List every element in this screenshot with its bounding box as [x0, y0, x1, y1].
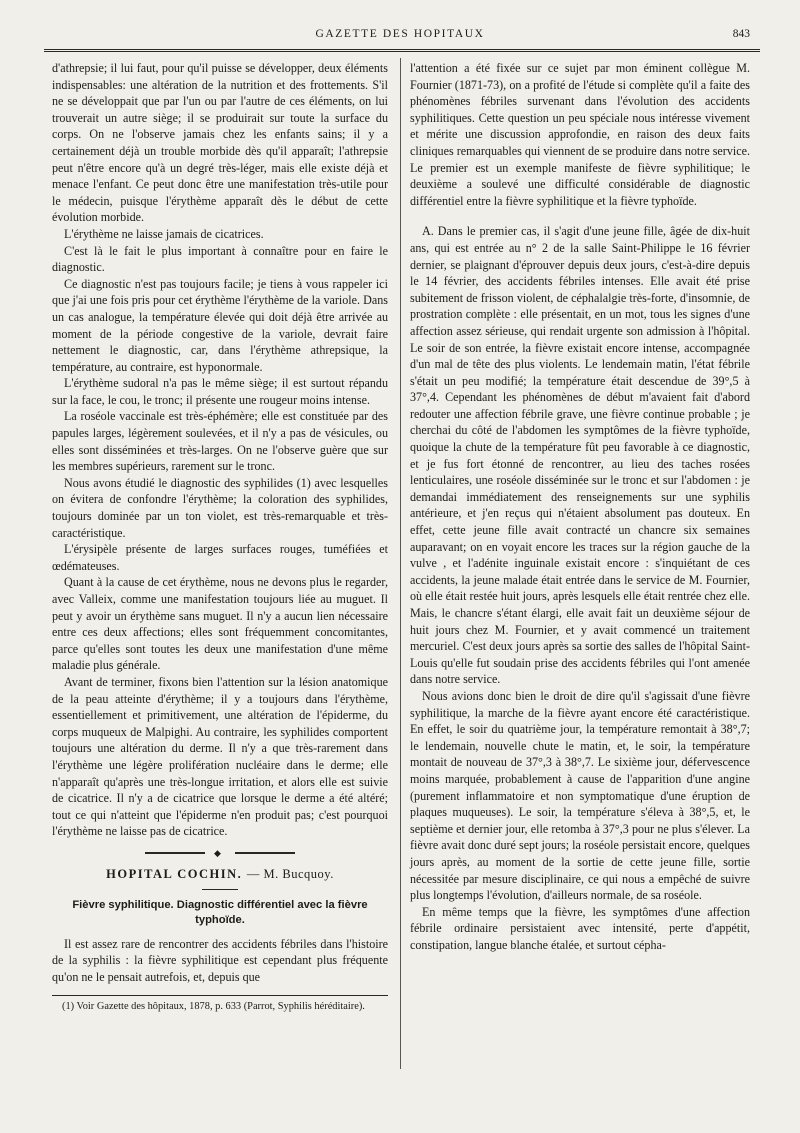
- lecture-author: — M. Bucquoy.: [246, 866, 334, 881]
- paragraph: l'attention a été fixée sur ce sujet par mon éminent collègue M. Fournier (1871-73), on a profité de l'étude si complète qu'il a faite des phénomènes fébriles survenant dans l'évolution des accidents syphilitiques. Cette question un peu spéciale nous intéresse vivement et mérite une discussion approfondie, en raison des deux faits cliniques remarquables qui viennent de se produire dans notre service. Le premier est un exemple manifeste de fièvre syphilitique; le deuxième a soulevé une difficulté considérable de diagnostic différentiel entre la fièvre syphilitique et la fièvre typhoïde.: [410, 61, 750, 208]
- paragraph: L'érythème ne laisse jamais de cicatrices.: [64, 226, 264, 241]
- header-rule: [44, 49, 760, 52]
- article-subtitle: Fièvre syphilitique. Diagnostic différentiel avec la fièvre typhoïde.: [72, 898, 368, 926]
- paragraph: Nous avions donc bien le droit de dire qu'il s'agissait d'une fièvre syphilitique, la marche de la fièvre ayant encore été caractéristique. En effet, le soir du quatrième jour, la température remontait à 38°,7; le lendemain, nouvelle chute le matin, et, le soir, la température montait de nouveau de 37°,3 à 38°,7. Le sixième jour, défervescence moins marquée, probablement à cause de l'apparition d'une angine (purement inflammatoire et non symptomatique d'une éruption de plaques muqueuses). Le soir, la température s'éleva à 38°,5, et, le septième et dernier jour, elle retomba à 37°,3 pour ne plus s'élever. La fièvre avait donc duré sept jours; la roséole persistait encore, quelques jours après, au moment de la sortie de cette jeune fille, sortie nécessitée par mesure disciplinaire, ce qui nous a empêché de suivre plus longtemps l'évolution, d'ailleurs normale, de sa roséole.: [410, 688, 750, 903]
- column-divider: [400, 58, 401, 1069]
- paragraph: Ce diagnostic n'est pas toujours facile; je tiens à vous rappeler ici que j'ai une fois pris pour cet érythème l'érythème de la variole. Dans un cas analogue, la température élevée qui doit déjà être arrivée au moment de la période congestive de la variole, devrait faire nettement le diagnostic, car, dans l'érythème athrepsique, la température, au contraire, est hyponormale.: [52, 276, 388, 374]
- hospital-name: HOPITAL COCHIN.: [106, 866, 243, 881]
- paragraph: L'érythème sudoral n'a pas le même siège; il est surtout répandu sur la face, le cou, le tronc; il présente une rougeur moins intense.: [52, 376, 388, 407]
- paragraph: Quant à la cause de cet érythème, nous ne devons plus le regarder, avec Valleix, comme une manifestation toujours liée au muguet. Il peut y avoir un érythème sans muguet. Il n'y a aucun lien nécessaire entre ces deux affections; elles sont fréquemment concomitantes, parce qu'elles sont toutes les deux une manifestation d'une même maladie plus générale.: [52, 575, 388, 673]
- footnote: (1) Voir Gazette des hôpitaux, 1878, p. 633 (Parrot, Syphilis héréditaire).: [62, 1001, 365, 1013]
- paragraph: L'érysipèle présente de larges surfaces rouges, tuméfiées et œdémateuses.: [52, 542, 388, 573]
- paragraph: Nous avons étudié le diagnostic des syphilides (1) avec lesquelles on évitera de confondre l'érythème; la coloration des syphilides, toujours dominée par un ton violet, est très-remarquable et très-caractéristique.: [52, 475, 388, 540]
- page-number: 843: [732, 28, 750, 40]
- running-head: [40, 28, 760, 48]
- paragraph: Il est assez rare de rencontrer des accidents fébriles dans l'histoire de la syphilis : la fièvre syphilitique est cependant plus fréquente qu'on ne le pensait autrefois, et, depuis que: [52, 936, 388, 984]
- journal-title: GAZETTE DES HOPITAUX: [315, 28, 485, 40]
- section-separator-ornament: ◆: [145, 848, 295, 858]
- paragraph: C'est là le fait le plus important à connaître pour en faire le diagnostic.: [52, 243, 388, 275]
- paragraph: A. Dans le premier cas, il s'agit d'une jeune fille, âgée de dix-huit ans, qui est entrée au n° 2 de la salle Saint-Philippe le 16 février dernier, se plaignant d'éprouver depuis deux jours, c'est-à-dire depuis le 14 février, des accidents fébriles intenses. Elle avait été prise subitement de frisson violent, de céphalalgie très-forte, d'insomnie, de prostration complète : elle présentait, en un mot, tous les signes d'une affection assez sérieuse, qui rendait urgente son admission à l'hôpital. Le soir de son entrée, la fièvre existait encore intense, accompagnée d'un mal de tête des plus violents. Le lendemain matin, l'état fébrile s'était un peu modifié; la température était descendue de 39°,5 à 37°,4. Cependant les phénomènes de début m'avaient fait d'abord redouter une affection fébrile grave, une fièvre continue probable ; je cherchai du côté de l'abdomen les symptômes de la fièvre typhoïde, quoique la chute de la température fût peu favorable à ce diagnostic, et je fus fort étonné de rencontrer, au lieu des taches rosées lenticulaires, une roséole disséminée sur le tronc et sur l'abdomen : je demandai immédiatement des renseignements sur une syphilis antérieure, et j'en reçus qui n'étaient absolument pas douteux. En effet, cette jeune fille avait contracté un chancre six semaines auparavant; on en voyait encore les traces sur la région gauche de la vulve , et l'adénite inguinale existait encore : s'inquiétant de ces accidents, la jeune malade était entrée dans le service de M. Fournier, où elle était restée huit jours, après lesquels elle était rentrée chez elle. Mais, le chancre s'étant élargi, elle avait fait un deuxième séjour de huit jours chez M. Fournier, et y avait commencé un traitement mercuriel. C'est deux jours après sa sortie des salles de l'hôpital Saint-Louis qu'elle fut soudain prise des accidents fébriles qui l'ont amenée dans notre service.: [410, 224, 750, 687]
- heading-rule: [202, 889, 238, 890]
- right-column: [410, 60, 750, 953]
- paragraph: La roséole vaccinale est très-éphémère; elle est constituée par des papules larges, légèrement soulevées, et il n'y a pas de vésicules, ou elles sont disséminées et très-larges. On ne l'observe guère que sur les membres supérieurs, rarement sur le tronc.: [52, 409, 388, 474]
- section-heading: [52, 866, 388, 883]
- footnote-rule: [52, 995, 388, 996]
- left-column: [52, 60, 388, 1014]
- paragraph: Avant de terminer, fixons bien l'attention sur la lésion anatomique de la peau atteinte d'érythème; il y a toujours dans l'érythème, essentiellement et primitivement, une altération de l'épiderme, du corps muqueux de Malpighi. Au contraire, les syphilides comportent toujours une altération du derme. Il n'y a que très-rarement dans l'érythème une légère prolifération nucléaire dans le derme; elle n'apparaît qu'après une très-longue irritation, et alors elle est suivie de cicatrice. Il n'y a de cicatrice que lorsque le derme a été altéré; tout ce qui n'atteint que l'épiderme n'en produit pas; c'est pourquoi l'érythème ne laisse pas de cicatrice.: [52, 674, 388, 839]
- paragraph: En même temps que la fièvre, les symptômes d'une affection fébrile ordinaire persistaient avec intensité, perte d'appétit, constipation, langue blanche étalée, et surtout cépha-: [410, 904, 750, 952]
- paragraph: d'athrepsie; il lui faut, pour qu'il puisse se développer, deux éléments indispensables: une altération de la nutrition et des frottements. S'il ne se développait que par l'un ou par l'autre de ces éléments, on lui trouverait un autre siège; il se produirait sur toute la surface du corps. On ne l'observe jamais chez les enfants sains; il y a certainement déjà un trouble morbide dès qu'il apparaît; l'athrepsie peut n'être encore qu'à un degré très-léger, mais elle existe déjà et menace l'enfant. Ce peut donc être une manifestation très-utile pour le médecin, puisque l'érythème apparaît dès le début de cette évolution morbide.: [52, 61, 388, 225]
